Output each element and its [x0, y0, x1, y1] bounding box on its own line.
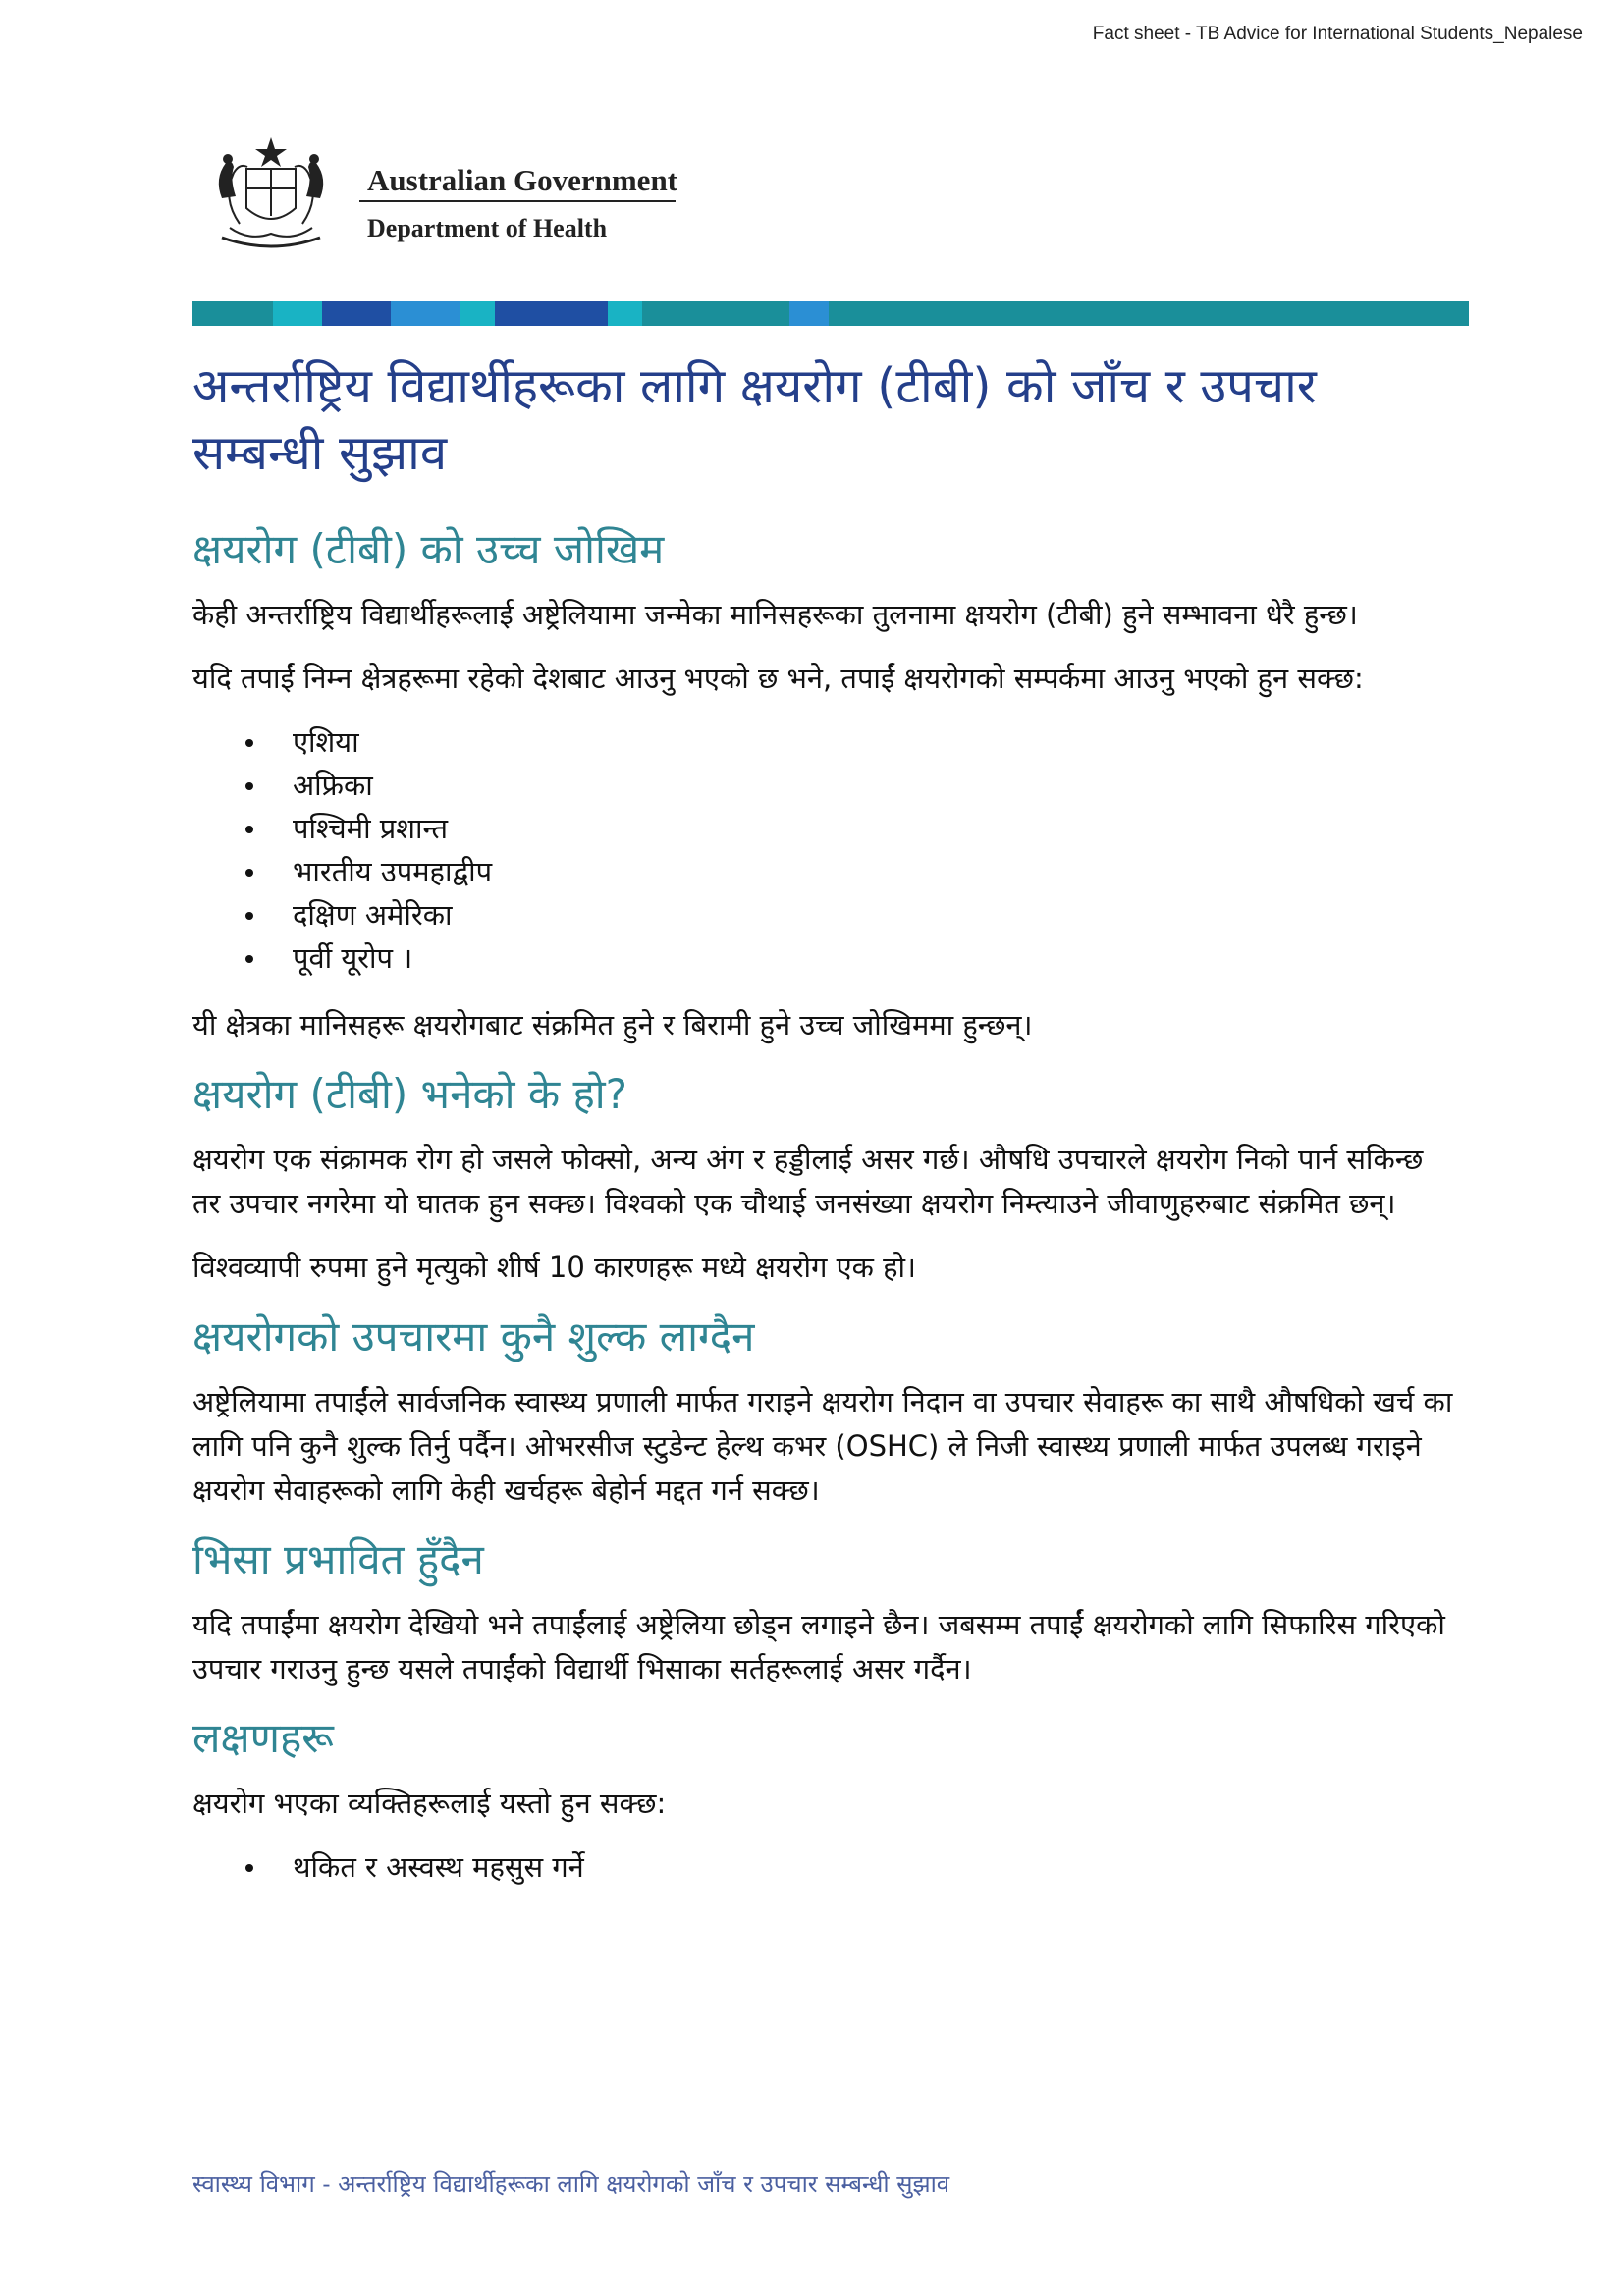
symptom-list: [192, 1845, 1459, 1889]
paragraph: अष्ट्रेलियामा तपाईंले सार्वजनिक स्वास्थ्य प्रणाली मार्फत गराइने क्षयरोग निदान वा उपचार सेवाहरू का साथै औषधिको खर्च का लागि पनि कुनै शुल्क तिर्नु पर्दैन। ओभरसीज स्टुडेन्ट हेल्थ कभर (OSHC) ले निजी स्वास्थ्य प्रणाली मार्फत उपलब्ध गराइने क्षयरोग सेवाहरूको लागि केही खर्चहरू बेहोर्न मद्दत गर्न सक्छ।: [192, 1385, 1453, 1507]
document-body: [192, 353, 1459, 1912]
list-item: दक्षिण अमेरिका: [293, 893, 1459, 936]
section-heading: क्षयरोगको उपचारमा कुनै शुल्क लाग्दैन: [192, 1312, 755, 1361]
band-segment: [273, 301, 322, 326]
band-segment: [608, 301, 642, 326]
band-segment: [829, 301, 1469, 326]
paragraph: यदि तपाईंमा क्षयरोग देखियो भने तपाईंलाई अष्ट्रेलिया छोड्न लगाइने छैन। जबसम्म तपाईं क्षयरोगको लागि सिफारिस गरिएको उपचार गराउनु हुन्छ यसले तपाईंको विद्यार्थी भिसाका सर्तहरूलाई असर गर्दैन।: [192, 1608, 1445, 1685]
paragraph: यी क्षेत्रका मानिसहरू क्षयरोगबाट संक्रमित हुने र बिरामी हुने उच्च जोखिममा हुन्छन्।: [192, 1008, 1033, 1041]
header-note: Fact sheet - TB Advice for International Students_Nepalese: [1092, 24, 1583, 44]
section-high-risk: [192, 522, 1459, 1047]
paragraph: यदि तपाईं निम्न क्षेत्रहरूमा रहेको देशबाट आउनु भएको छ भने, तपाईं क्षयरोगको सम्पर्कमा आउनु भएको हुन सक्छ:: [192, 662, 1364, 695]
section-free-treatment: [192, 1309, 1459, 1513]
list-item: पूर्वी यूरोप ।: [293, 936, 1459, 980]
section-heading: भिसा प्रभावित हुँदैन: [192, 1535, 484, 1583]
band-segment: [460, 301, 495, 326]
government-name: Australian Government: [367, 163, 678, 197]
list-item: थकित र अस्वस्थ महसुस गर्ने: [293, 1845, 1459, 1889]
logo-divider: [359, 200, 676, 202]
list-item: पश्चिमी प्रशान्त: [293, 807, 1459, 850]
page-title: अन्तर्राष्ट्रिय विद्यार्थीहरूका लागि क्षयरोग (टीबी) को जाँच र उपचार सम्बन्धी सुझाव: [192, 358, 1317, 481]
list-item: भारतीय उपमहाद्वीप: [293, 850, 1459, 893]
section-heading: लक्षणहरू: [192, 1714, 334, 1762]
government-logo: [192, 130, 703, 255]
section-symptoms: [192, 1711, 1459, 1889]
department-name: Department of Health: [367, 214, 608, 242]
band-segment: [495, 301, 608, 326]
paragraph: क्षयरोग भएका व्यक्तिहरूलाई यस्तो हुन सक्छ:: [192, 1787, 667, 1820]
section-what-is-tb: [192, 1067, 1459, 1290]
band-segment: [789, 301, 829, 326]
region-list: [192, 721, 1459, 980]
color-band: [192, 301, 1469, 326]
paragraph: केही अन्तर्राष्ट्रिय विद्यार्थीहरूलाई अष्ट्रेलियामा जन्मेका मानिसहरूका तुलनामा क्षयरोग (टीबी) हुने सम्भावना धेरै हुन्छ।: [192, 598, 1358, 631]
paragraph: विश्वव्यापी रुपमा हुने मृत्युको शीर्ष 10 कारणहरू मध्ये क्षयरोग एक हो।: [192, 1251, 917, 1284]
band-segment: [192, 301, 273, 326]
band-segment: [642, 301, 789, 326]
section-visa: [192, 1532, 1459, 1691]
section-heading: क्षयरोग (टीबी) भनेको के हो?: [192, 1070, 627, 1118]
page-footer: स्वास्थ्य विभाग - अन्तर्राष्ट्रिय विद्यार्थीहरूका लागि क्षयरोगको जाँच र उपचार सम्बन्धी सुझाव: [192, 2170, 950, 2198]
coat-of-arms-icon: [192, 130, 350, 255]
list-item: अफ्रिका: [293, 764, 1459, 807]
band-segment: [322, 301, 391, 326]
list-item: एशिया: [293, 721, 1459, 764]
paragraph: क्षयरोग एक संक्रामक रोग हो जसले फोक्सो, अन्य अंग र हड्डीलाई असर गर्छ। औषधि उपचारले क्षयरोग निको पार्न सकिन्छ तर उपचार नगरेमा यो घातक हुन सक्छ। विश्वको एक चौथाई जनसंख्या क्षयरोग निम्त्याउने जीवाणुहरुबाट संक्रमित छन्।: [192, 1143, 1424, 1220]
band-segment: [391, 301, 460, 326]
section-heading: क्षयरोग (टीबी) को उच्च जोखिम: [192, 525, 665, 573]
